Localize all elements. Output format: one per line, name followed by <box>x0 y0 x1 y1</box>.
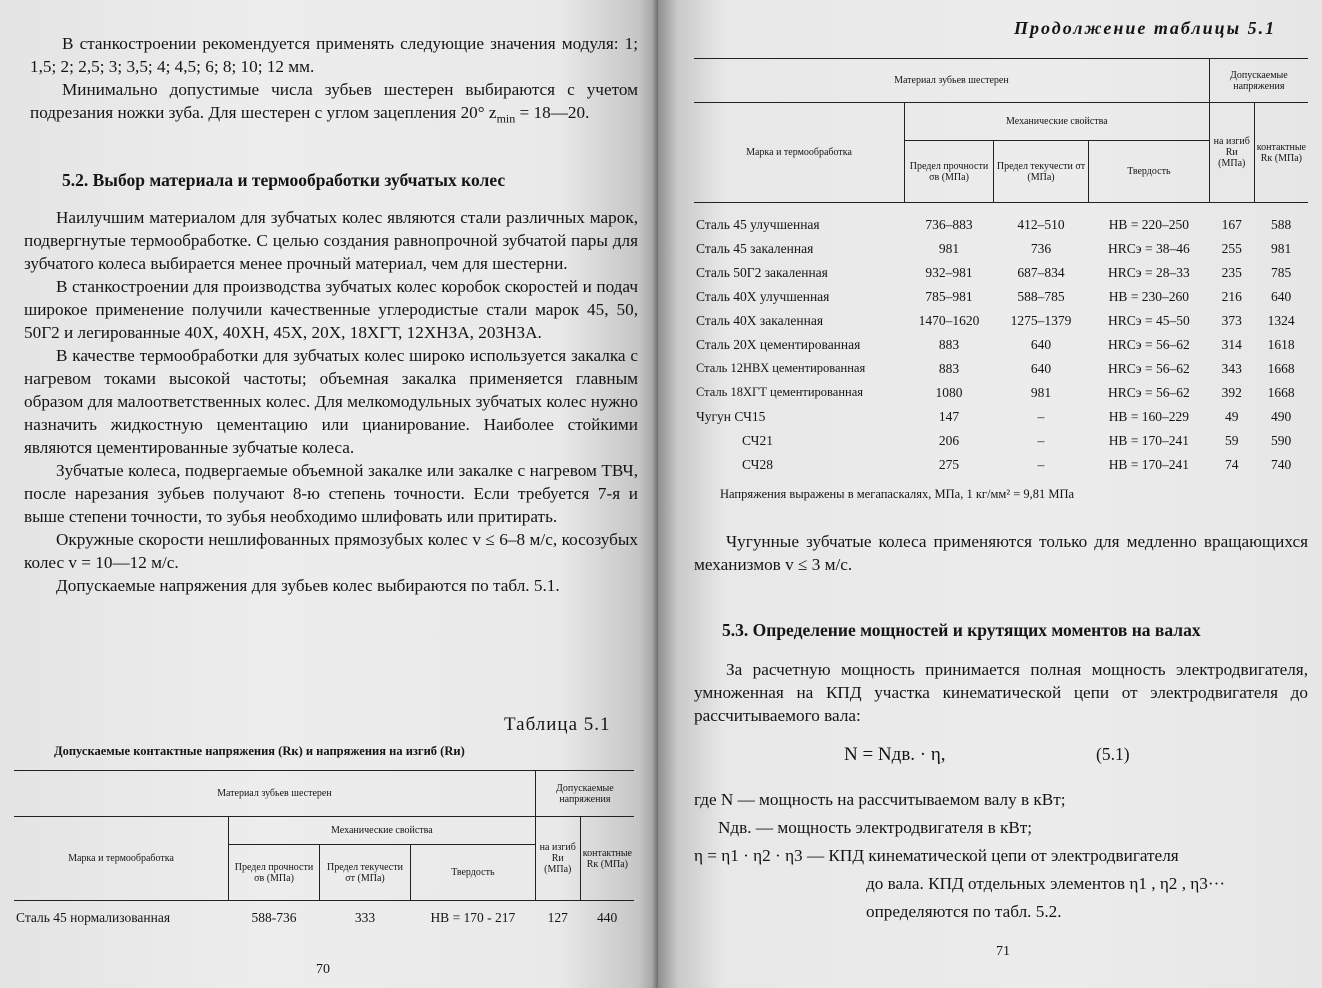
right-page <box>658 0 1322 988</box>
header-mark: Марка и термообработка <box>14 817 229 901</box>
cell-bend: 235 <box>1221 264 1242 280</box>
cell-yield: 412–510 <box>1017 216 1065 232</box>
module-paragraph <box>30 32 638 130</box>
cell-hardness: HRCэ = 56–62 <box>1108 336 1190 352</box>
cell-mark: Сталь 40Х улучшенная <box>696 288 830 304</box>
header-allowable-group: Допускаемые напряжения <box>535 771 634 817</box>
cell-hardness: НВ = 230–260 <box>1108 288 1190 304</box>
header-bend: на изгиб Rи (МПа) <box>535 817 580 901</box>
paragraph-cast-iron <box>694 530 1308 576</box>
cell-strength: 932–981 <box>925 264 973 280</box>
header-mech-group: Механические свойства <box>229 817 536 845</box>
table-row <box>14 901 634 935</box>
page-number-left: 70 <box>316 962 330 977</box>
cell-bend: 392 <box>1221 384 1242 400</box>
where-line-table-ref: определяются по табл. 5.2. <box>866 902 1062 921</box>
cell-bend: 167 <box>1221 216 1242 232</box>
cell-strength: 275 <box>938 456 960 472</box>
cell-hardness: НВ = 220–250 <box>1108 216 1190 232</box>
header-contact: контактные Rк (МПа) <box>580 817 634 901</box>
cell-yield: – <box>1037 456 1045 472</box>
header-contact: контактные Rк (МПа) <box>1254 103 1308 203</box>
cell-hardness: HRCэ = 56–62 <box>1108 360 1190 376</box>
table-5-1-start <box>14 770 634 935</box>
table-5-1-continued <box>694 58 1308 477</box>
cell-yield: 687–834 <box>1017 264 1065 280</box>
page-number-right: 71 <box>996 944 1010 959</box>
cell-contact: 740 <box>1271 456 1292 472</box>
min-teeth-text: Минимально допустимые числа зубьев шестерен выбираются с учетом подрезания ножки зуба. Для шестерен с углом зацепления 20° z <box>30 80 638 122</box>
paragraph-heat-treatment: В качестве термообработки для зубчатых колес широко используется закалка с нагревом токами высокой частоты; объемная закалка применяется главным образом для малоответственных колес. Для мелкомодульных зубчатых колес нужно назначить жидкостную цементацию или цианирование. Наиболее стойкими являются цементированные зубчатые колеса. <box>24 346 638 457</box>
cell-yield: – <box>1037 408 1045 424</box>
cell-hardness: HRCэ = 38–46 <box>1108 240 1190 256</box>
cell-hardness: НВ = 170–241 <box>1108 456 1190 472</box>
formula-number: (5.1) <box>1096 744 1130 764</box>
cell-bend: 314 <box>1221 336 1242 352</box>
table-label: Таблица 5.1 <box>504 714 611 735</box>
cell-contact: 785 <box>1271 264 1292 280</box>
table-caption: Допускаемые контактные напряжения (Rк) и напряжения на изгиб (Rи) <box>54 744 465 758</box>
cell-strength: 736–883 <box>925 216 973 232</box>
cell-yield: 981 <box>1030 384 1052 400</box>
table-note: Напряжения выражены в мегапаскалях, МПа, 1 кг/мм² = 9,81 МПа <box>720 487 1075 501</box>
cell-strength: 1080 <box>935 384 963 400</box>
cell-bend: 373 <box>1221 312 1242 328</box>
header-hardness: Твердость <box>411 845 536 901</box>
header-material-group: Материал зубьев шестерен <box>694 59 1209 103</box>
header-strength: Предел прочности σв (МПа) <box>229 845 320 901</box>
cell-yield: 736 <box>1030 240 1052 256</box>
cell-bend: 127 <box>547 909 568 925</box>
cell-mark: Сталь 45 улучшенная <box>696 216 820 232</box>
cell-strength: 206 <box>938 432 960 448</box>
table-continuation-label: Продолжение таблицы 5.1 <box>1014 18 1277 38</box>
formula-explanation <box>694 786 1314 926</box>
cell-mark: Сталь 45 нормализованная <box>16 909 171 925</box>
paragraph-cast-iron-text: Чугунные зубчатые колеса применяются только для медленно вращающихся механизмов v ≤ 3 м/с. <box>694 532 1308 574</box>
header-yield: Предел текучести σт (МПа) <box>320 845 411 901</box>
table-row <box>694 237 1308 261</box>
cell-mark: Сталь 12НВХ цементированная <box>696 361 866 375</box>
where-line-n: где N — мощность на рассчитываемом валу в кВт; <box>694 790 1066 809</box>
cell-hardness: HRCэ = 28–33 <box>1108 264 1190 280</box>
table-row <box>694 261 1308 285</box>
where-line-eta: η = η1 · η2 · η3 — КПД кинематической цепи от электродвигателя <box>694 846 1179 865</box>
header-hardness: Твердость <box>1089 141 1210 203</box>
section-heading-5-3: 5.3. Определение мощностей и крутящих моментов на валах <box>722 620 1201 640</box>
table-row <box>694 453 1308 477</box>
cell-strength: 147 <box>938 408 960 424</box>
cell-yield: 333 <box>354 909 376 925</box>
cell-strength: 981 <box>938 240 960 256</box>
header-mech-group: Механические свойства <box>905 103 1210 141</box>
cell-strength: 588-736 <box>251 909 297 925</box>
where-line-eta-cont: до вала. КПД отдельных элементов η1 , η2 , η3··· <box>866 874 1226 893</box>
cell-strength: 785–981 <box>925 288 973 304</box>
cell-hardness: НВ = 170 - 217 <box>430 909 516 925</box>
cell-hardness: HRCэ = 56–62 <box>1108 384 1190 400</box>
cell-contact: 1324 <box>1267 312 1295 328</box>
cell-mark: Чугун СЧ15 <box>696 408 766 424</box>
cell-yield: 640 <box>1030 336 1052 352</box>
cell-strength: 883 <box>938 360 960 376</box>
cell-yield: 588–785 <box>1017 288 1065 304</box>
cell-contact: 981 <box>1271 240 1292 256</box>
cell-strength: 883 <box>938 336 960 352</box>
cell-mark: СЧ28 <box>742 456 773 472</box>
cell-bend: 74 <box>1225 456 1239 472</box>
cell-mark: СЧ21 <box>742 432 773 448</box>
table-row <box>694 333 1308 357</box>
paragraph-best-material: Наилучшим материалом для зубчатых колес являются стали различных марок, подвергнутые термообработке. С целью создания равнопрочной зубчатой пары для зубчатого колеса выбирается менее прочный материал, чем для шестерни. <box>24 208 638 273</box>
cell-contact: 440 <box>597 909 618 925</box>
cell-bend: 216 <box>1221 288 1242 304</box>
min-teeth-value: = 18—20. <box>515 103 590 122</box>
header-yield: Предел текучести σт (МПа) <box>994 141 1089 203</box>
cell-bend: 59 <box>1225 432 1239 448</box>
cell-hardness: НВ = 170–241 <box>1108 432 1190 448</box>
header-allowable-group: Допускаемые напряжения <box>1209 59 1308 103</box>
header-mark: Марка и термообработка <box>694 103 905 203</box>
cell-mark: Сталь 45 закаленная <box>696 240 814 256</box>
material-body <box>24 206 638 597</box>
table-row <box>694 357 1308 381</box>
header-material-group: Материал зубьев шестерен <box>14 771 535 817</box>
header-bend: на изгиб Rи (МПа) <box>1209 103 1254 203</box>
cell-yield: – <box>1037 432 1045 448</box>
table-row <box>694 381 1308 405</box>
cell-hardness: НВ = 160–229 <box>1108 408 1190 424</box>
cell-contact: 590 <box>1271 432 1292 448</box>
paragraph-min-teeth <box>30 78 638 130</box>
paragraph-power <box>694 658 1308 727</box>
header-strength: Предел прочности σв (МПа) <box>905 141 994 203</box>
where-line-ndv: Nдв. — мощность электродвигателя в кВт; <box>718 818 1033 837</box>
table-row <box>694 213 1308 237</box>
table-row <box>694 429 1308 453</box>
left-page <box>0 0 658 988</box>
cell-yield: 1275–1379 <box>1010 312 1072 328</box>
cell-contact: 1618 <box>1267 336 1295 352</box>
section-heading-5-2: 5.2. Выбор материала и термообработки зубчатых колес <box>62 170 506 190</box>
table-row <box>694 309 1308 333</box>
cell-strength: 1470–1620 <box>918 312 980 328</box>
cell-mark: Сталь 40Х закаленная <box>696 312 824 328</box>
paragraph-speeds: Окружные скорости нешлифованных прямозубых колес v ≤ 6–8 м/с, косозубых колес v = 10—12 м/с. <box>24 530 638 572</box>
table-row <box>694 405 1308 429</box>
table-row <box>694 285 1308 309</box>
formula-5-1: N = Nдв. · η, <box>844 744 946 765</box>
cell-contact: 1668 <box>1267 384 1295 400</box>
table-spacer <box>694 203 1308 213</box>
cell-hardness: HRCэ = 45–50 <box>1108 312 1190 328</box>
paragraph-power-text: За расчетную мощность принимается полная мощность электродвигателя, умноженная на КПД участка кинематической цепи от электродвигателя до рассчитываемого вала: <box>694 660 1308 725</box>
cell-bend: 49 <box>1225 408 1239 424</box>
cell-bend: 343 <box>1221 360 1242 376</box>
cell-contact: 1668 <box>1267 360 1295 376</box>
paragraph-allowable: Допускаемые напряжения для зубьев колес выбираются по табл. 5.1. <box>56 576 560 595</box>
cell-mark: Сталь 50Г2 закаленная <box>696 264 828 280</box>
min-subscript: min <box>496 111 516 126</box>
cell-yield: 640 <box>1030 360 1052 376</box>
paragraph-modules: В станкостроении рекомендуется применять следующие значения модуля: 1; 1,5; 2; 2,5; 3; 3,5; 4; 4,5; 6; 8; 10; 12 мм. <box>30 34 638 76</box>
cell-contact: 588 <box>1271 216 1292 232</box>
cell-contact: 490 <box>1271 408 1292 424</box>
cell-bend: 255 <box>1221 240 1242 256</box>
cell-contact: 640 <box>1271 288 1292 304</box>
cell-mark: Сталь 20Х цементированная <box>696 336 861 352</box>
cell-mark: Сталь 18ХГТ цементированная <box>696 385 864 399</box>
paragraph-accuracy: Зубчатые колеса, подвергаемые объемной закалке или закалке с нагревом ТВЧ, после нарезания зубьев получают 8-ю степень точности. Если требуется 7-я и выше степени точности, то зубья необходимо шлифовать или притирать. <box>24 461 638 526</box>
paragraph-steel-grades: В станкостроении для производства зубчатых колес коробок скоростей и подач широкое применение получили качественные углеродистые стали марок 45, 50, 50Г2 и легированные 40Х, 40ХН, 45Х, 20Х, 18ХГТ, 12ХНЗА, 20ЗНЗА. <box>24 277 638 342</box>
